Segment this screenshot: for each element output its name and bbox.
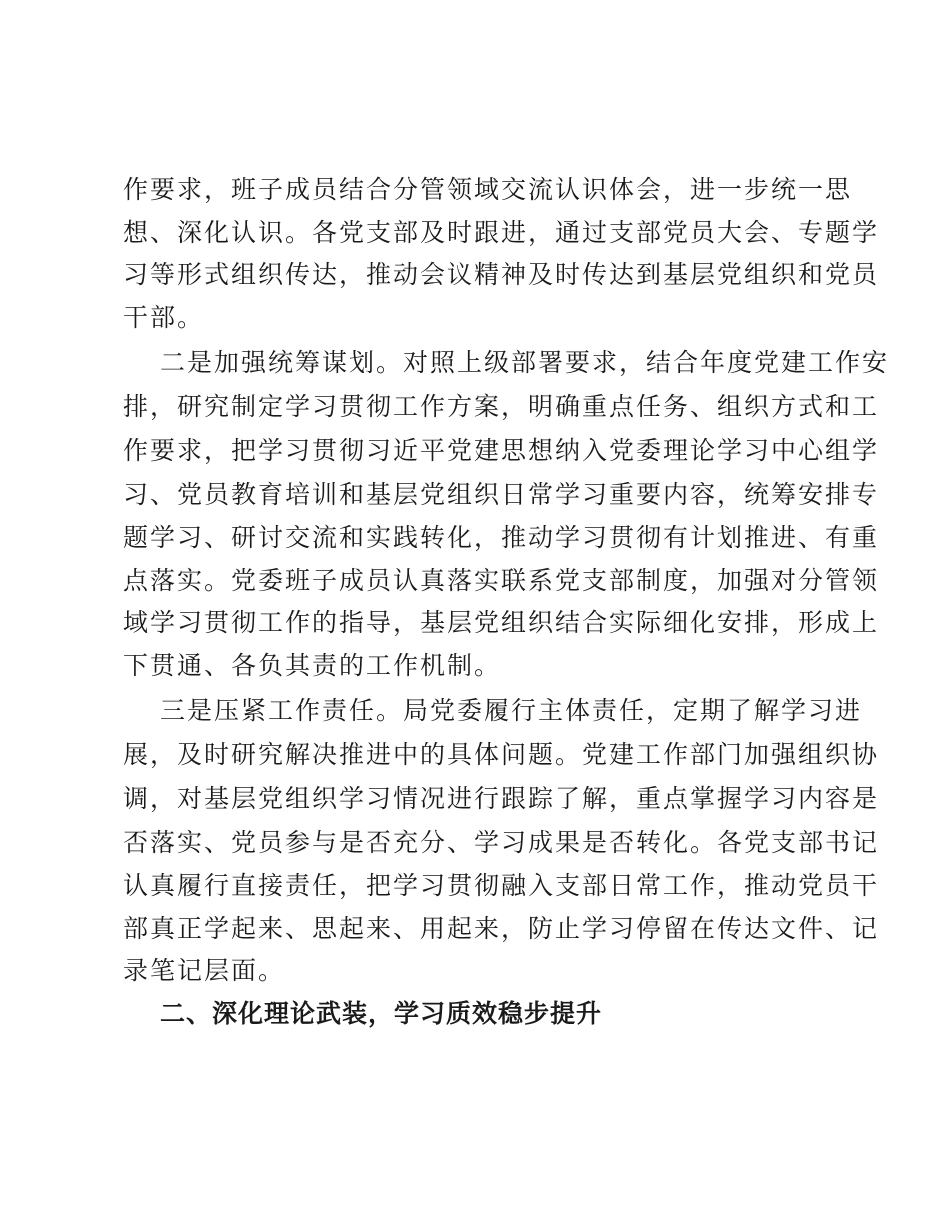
paragraph-line: 习、党员教育培训和基层党组织日常学习重要内容，统筹安排专 <box>123 480 880 509</box>
section-heading: 二、深化理论武装，学习质效稳步提升 <box>160 999 603 1028</box>
paragraph-line: 习等形式组织传达，推动会议精神及时传达到基层党组织和党员 <box>123 260 880 289</box>
paragraph-line: 点落实。党委班子成员认真落实联系党支部制度，加强对分管领 <box>123 566 880 595</box>
paragraph-line: 作要求，班子成员结合分管领域交流认识体会，进一步统一思 <box>123 175 853 204</box>
paragraph-line: 部真正学起来、思起来、用起来，防止学习停留在传达文件、记 <box>123 914 880 943</box>
paragraph-line: 二是加强统筹谋划。对照上级部署要求，结合年度党建工作安 <box>160 348 890 377</box>
paragraph-line: 录笔记层面。 <box>123 956 286 985</box>
paragraph-line: 否落实、党员参与是否充分、学习成果是否转化。各党支部书记 <box>123 828 880 857</box>
paragraph-line: 想、深化认识。各党支部及时跟进，通过支部党员大会、专题学 <box>123 218 880 247</box>
paragraph-line: 展，及时研究解决推进中的具体问题。党建工作部门加强组织协 <box>123 740 880 769</box>
paragraph-line: 认真履行直接责任，把学习贯彻融入支部日常工作，推动党员干 <box>123 871 880 900</box>
paragraph-line: 排，研究制定学习贯彻工作方案，明确重点任务、组织方式和工 <box>123 392 880 421</box>
paragraph-line: 调，对基层党组织学习情况进行跟踪了解，重点掌握学习内容是 <box>123 784 880 813</box>
paragraph-line: 题学习、研讨交流和实践转化，推动学习贯彻有计划推进、有重 <box>123 523 880 552</box>
paragraph-line: 干部。 <box>123 303 205 332</box>
paragraph-line: 作要求，把学习贯彻习近平党建思想纳入党委理论学习中心组学 <box>123 436 880 465</box>
paragraph-line: 下贯通、各负其责的工作机制。 <box>123 651 502 680</box>
paragraph-line: 三是压紧工作责任。局党委履行主体责任，定期了解学习进 <box>160 696 863 725</box>
paragraph-line: 域学习贯彻工作的指导，基层党组织结合实际细化安排，形成上 <box>123 608 880 637</box>
